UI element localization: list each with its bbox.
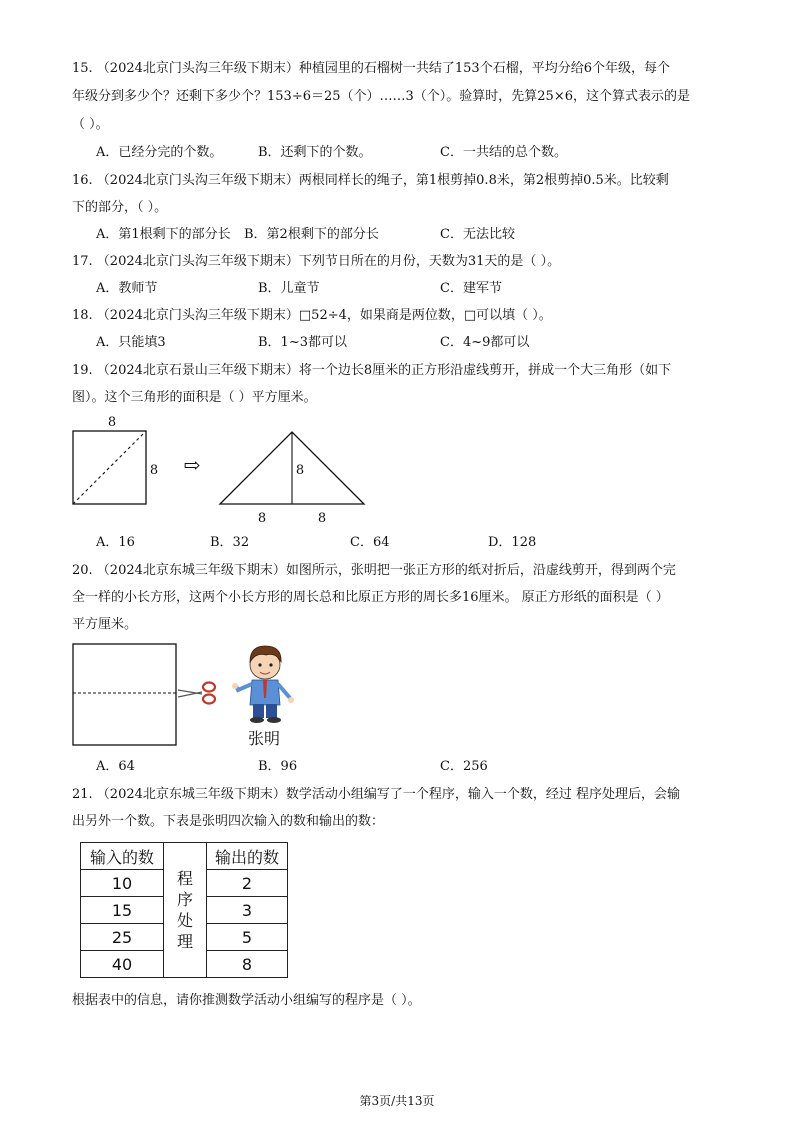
triangle-height-label: 8 [295, 463, 305, 478]
q15-option-c: C．一共结的总个数。 [440, 145, 567, 160]
output-cell: 2 [207, 870, 288, 897]
q19-option-c: C．64 [350, 535, 390, 550]
q16-option-a: A．第1根剩下的部分长 [96, 227, 231, 242]
header-output: 输出的数 [207, 843, 288, 870]
output-cell: 8 [207, 951, 288, 978]
process-char: 序 [176, 890, 193, 909]
q20-line-3: 平方厘米。 [72, 617, 138, 632]
q18-option-b: B．1~3都可以 [258, 335, 347, 350]
q19-line-2: 图）。这个三角形的面积是（ ）平方厘米。 [72, 390, 317, 405]
q20-option-a: A．64 [96, 759, 135, 774]
q21-line-1: 21. （2024北京东城三年级下期末）数学活动小组编写了一个程序，输入一个数，经过 程序处理后，会输 [72, 787, 681, 802]
q17-line-1: 17. （2024北京门头沟三年级下期末）下列节日所在的月份，天数为31天的是（ ）。 [72, 254, 561, 269]
q20-option-c: C．256 [440, 759, 488, 774]
q16-option-c: C．无法比较 [440, 227, 515, 242]
q15-line-2: 年级分到多少个？还剩下多少个？153÷6＝25（个）……3（个）。验算时，先算25×6，这个算式表示的是 [72, 89, 690, 104]
q19-line-1: 19. （2024北京石景山三年级下期末）将一个边长8厘米的正方形沿虚线剪开，拼成一个大三角形（如下 [72, 363, 672, 378]
q15-option-a: A．已经分完的个数。 [96, 145, 223, 160]
output-cell: 5 [207, 924, 288, 951]
q21-line-2: 出另外一个数。下表是张明四次输入的数和输出的数： [72, 814, 385, 829]
q17-option-a: A．教师节 [96, 281, 158, 296]
q15-line-3: （ ）。 [72, 117, 109, 132]
q18-option-a: A．只能填3 [96, 335, 166, 350]
process-cell [164, 843, 207, 978]
q21-after-line: 根据表中的信息，请你推测数学活动小组编写的程序是（ ）。 [72, 993, 421, 1008]
q15-line-1: 15. （2024北京门头沟三年级下期末）种植园里的石榴树一共结了153个石榴，平均分给6个年级，每个 [72, 61, 670, 76]
q16-option-b: B．第2根剩下的部分长 [244, 227, 379, 242]
arrow-icon: ⇨ [183, 453, 201, 477]
q15-option-b: B．还剩下的个数。 [258, 145, 372, 160]
square-right-label: 8 [149, 463, 159, 478]
q19-option-b: B．32 [210, 535, 250, 550]
input-cell: 40 [81, 951, 164, 978]
header-input: 输入的数 [81, 843, 164, 870]
process-char: 处 [176, 911, 193, 930]
output-cell: 3 [207, 897, 288, 924]
q20-option-b: B．96 [258, 759, 298, 774]
q16-line-1: 16. （2024北京门头沟三年级下期末）两根同样长的绳子，第1根剪掉0.8米，第2根剪掉0.5米。比较剩 [72, 173, 669, 188]
process-char: 理 [176, 932, 193, 951]
q18-option-c: C．4~9都可以 [440, 335, 530, 350]
q20-line-2: 全一样的小长方形，这两个小长方形的周长总和比原正方形的周长多16厘米。 原正方形纸的面积是（ ） [72, 590, 669, 605]
q19-option-d: D．128 [488, 535, 537, 550]
q16-line-2: 下的部分，（ ）。 [72, 200, 168, 215]
io-table [80, 842, 288, 978]
q18-line-1: 18. （2024北京门头沟三年级下期末）□52÷4，如果商是两位数，□可以填（ ）。 [72, 308, 552, 323]
square-top-label: 8 [107, 415, 117, 430]
q17-option-c: C．建军节 [440, 281, 502, 296]
character-name-label: 张明 [247, 729, 281, 748]
page-footer: 第3页/共13页 [359, 1094, 435, 1108]
q17-option-b: B．儿童节 [258, 281, 320, 296]
q19-option-a: A．16 [96, 535, 135, 550]
scissors-icon [178, 683, 215, 704]
input-cell: 25 [81, 924, 164, 951]
paper-square [73, 644, 176, 745]
input-cell: 15 [81, 897, 164, 924]
q20-line-1: 20. （2024北京东城三年级下期末）如图所示，张明把一张正方形的纸对折后，沿虚线剪开，得到两个完 [72, 563, 676, 578]
boy-character [232, 646, 294, 723]
input-cell: 10 [81, 870, 164, 897]
process-char: 程 [176, 869, 193, 888]
triangle-base-left-label: 8 [257, 511, 267, 526]
triangle-base-right-label: 8 [317, 511, 327, 526]
